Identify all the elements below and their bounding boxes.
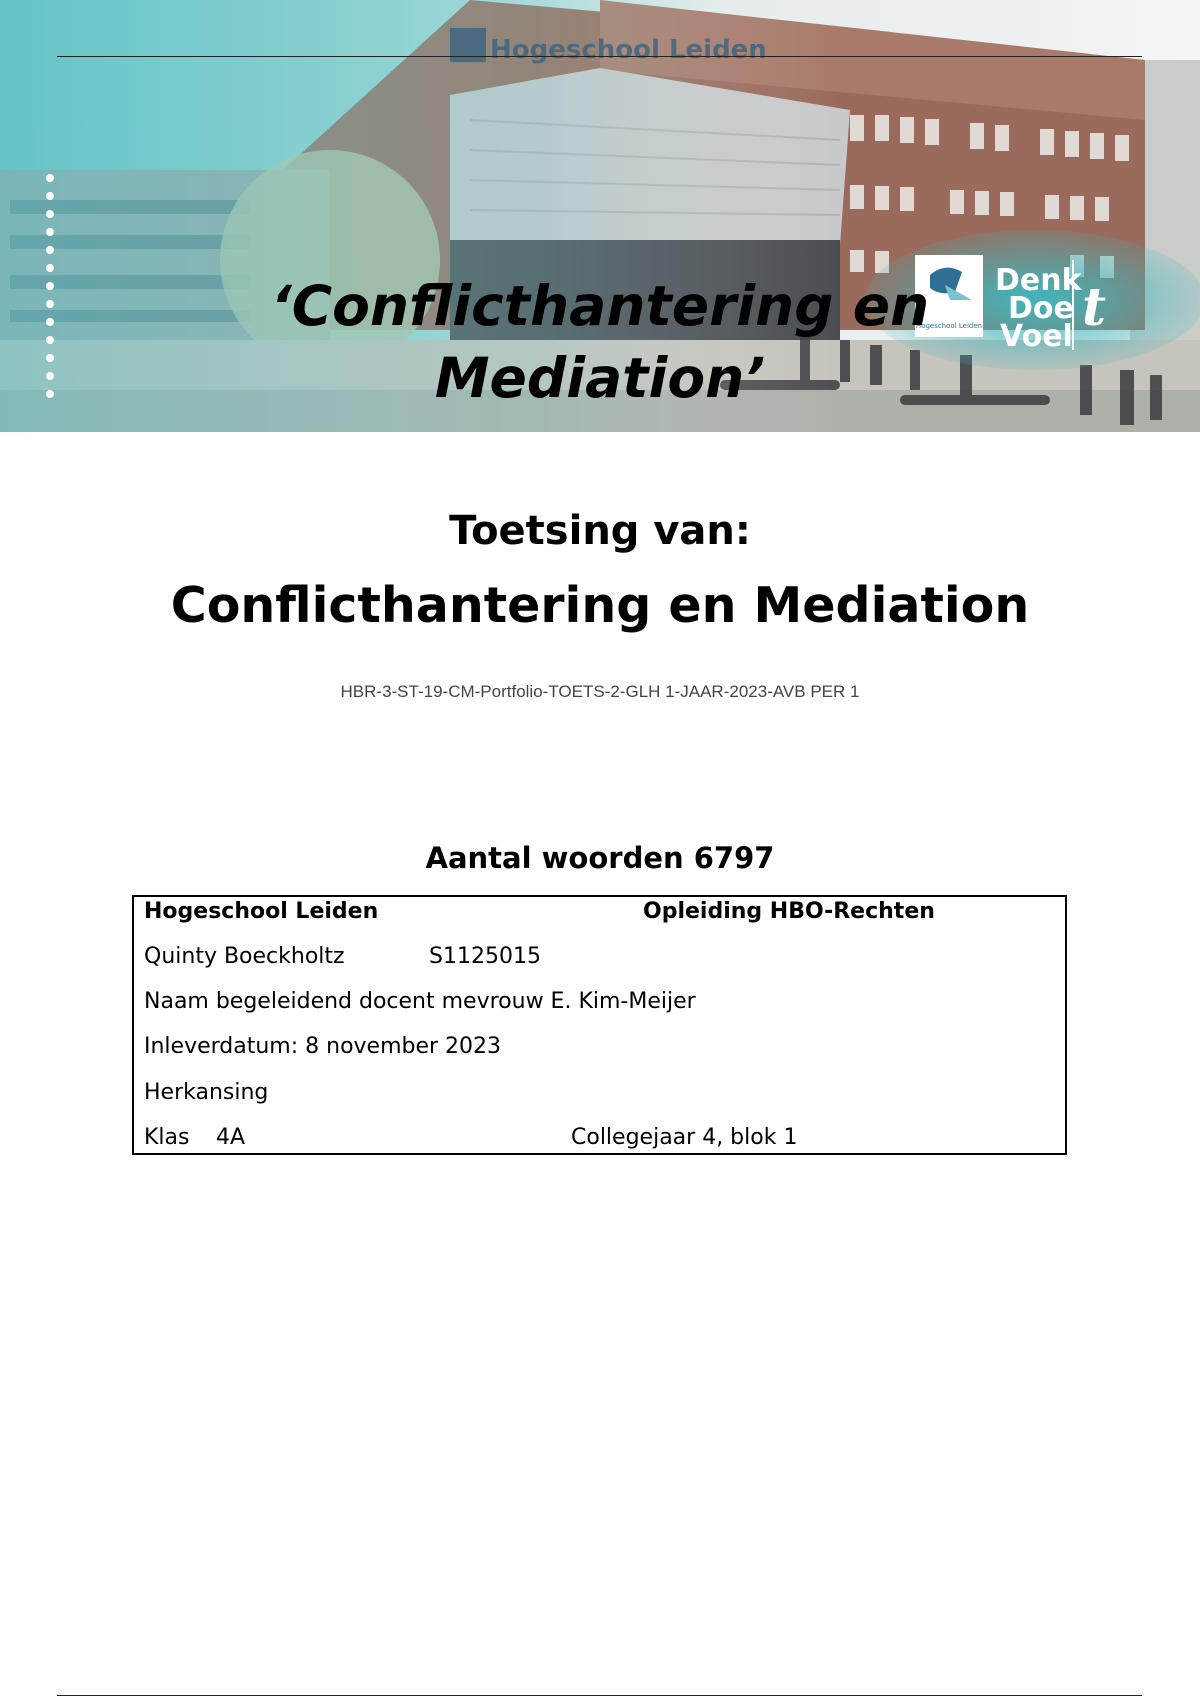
word-count: Aantal woorden 6797 bbox=[425, 841, 775, 875]
slogan-doe: Doe bbox=[1008, 291, 1074, 326]
supervisor: Naam begeleidend docent mevrouw E. Kim-Meijer bbox=[144, 989, 696, 1014]
banner-title-line-2: Mediation’ bbox=[434, 346, 766, 410]
bottom-rule bbox=[57, 1695, 1142, 1696]
school-name: Hogeschool Leiden bbox=[144, 899, 379, 924]
logo-school-name: Hogeschool Leiden bbox=[915, 322, 983, 330]
slogan-denk: Denk bbox=[995, 263, 1082, 298]
slogan-voel: Voel bbox=[1000, 319, 1073, 354]
program-name: Opleiding HBO-Rechten bbox=[643, 899, 935, 924]
class-label: Klas bbox=[144, 1125, 190, 1150]
banner-title-line-1: ‘Conflicthantering en bbox=[270, 274, 930, 338]
class-value: 4A bbox=[216, 1125, 246, 1150]
building-sign: Hogeschool Leiden bbox=[490, 35, 767, 65]
course-code: HBR-3-ST-19-CM-Portfolio-TOETS-2-GLH 1-JAAR-2023-AVB PER 1 bbox=[340, 682, 860, 701]
subtitle: Toetsing van: bbox=[449, 508, 751, 554]
year-block: Collegejaar 4, blok 1 bbox=[571, 1125, 798, 1150]
status: Herkansing bbox=[144, 1080, 269, 1105]
student-name: Quinty Boeckholtz bbox=[144, 944, 345, 969]
document-title: Conflicthantering en Mediation bbox=[170, 577, 1030, 634]
submission-date: Inleverdatum: 8 november 2023 bbox=[144, 1034, 502, 1059]
banner-title bbox=[0, 270, 1200, 414]
top-rule bbox=[57, 56, 1142, 57]
logo-mark: t bbox=[1082, 277, 1107, 338]
student-info-box bbox=[132, 895, 1067, 1155]
student-number: S1125015 bbox=[429, 944, 541, 969]
